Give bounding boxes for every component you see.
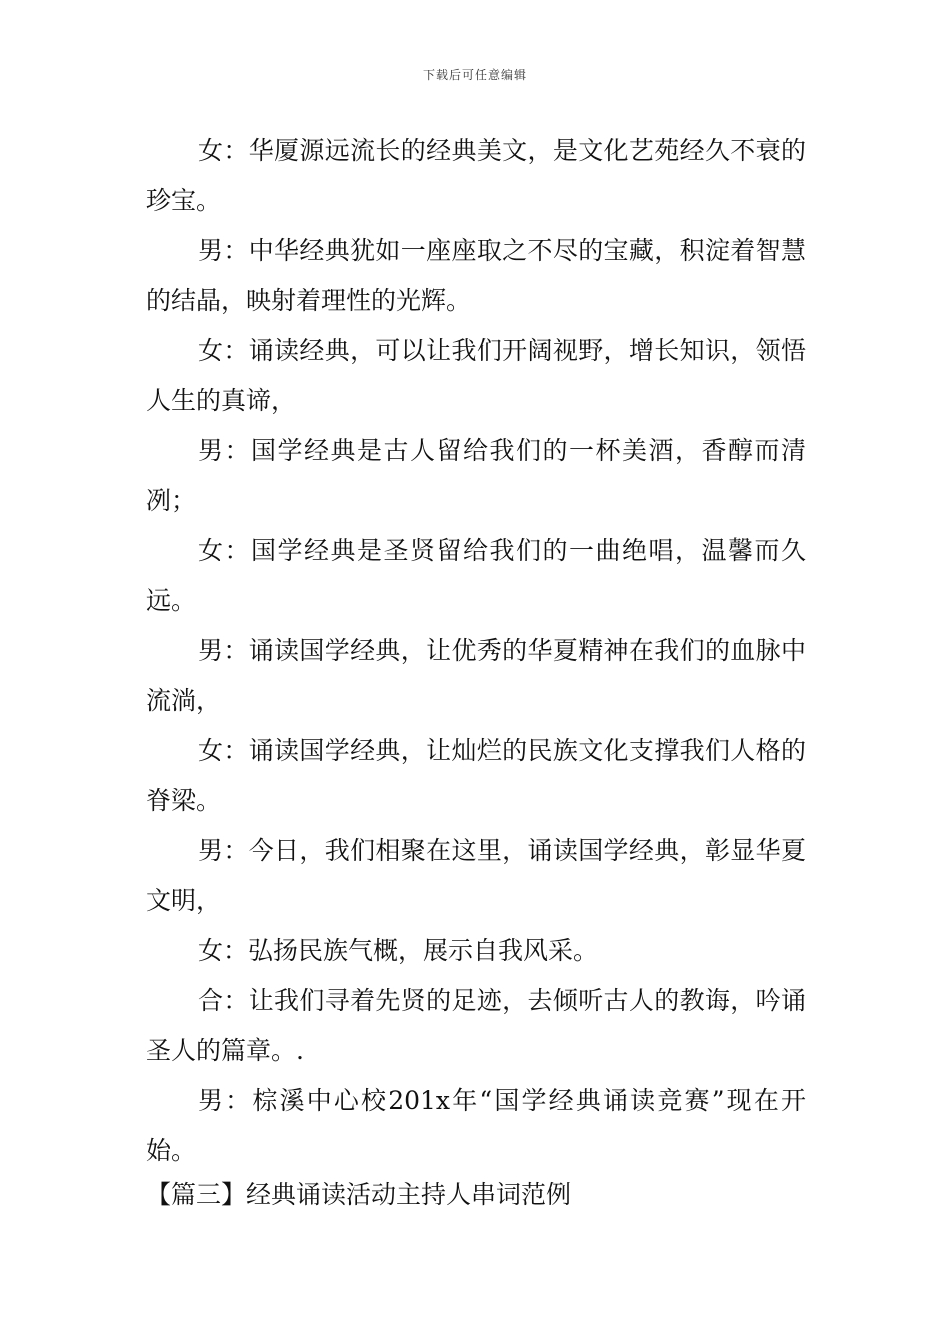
paragraph-5: 女：国学经典是圣贤留给我们的一曲绝唱，温馨而久远。 <box>146 536 806 615</box>
paragraph-8: 男：今日，我们相聚在这里，诵读国学经典，彰显华夏文明， <box>146 836 806 915</box>
paragraph-9: 女：弘扬民族气概，展示自我风采。 <box>198 936 599 965</box>
paragraph-11: 男：棕溪中心校201x年“国学经典诵读竞赛”现在开始。 <box>146 1086 806 1165</box>
document-body <box>146 126 806 1176</box>
paragraph-7: 女：诵读国学经典，让灿烂的民族文化支撑我们人格的脊梁。 <box>146 736 806 815</box>
paragraph-6: 男：诵读国学经典，让优秀的华夏精神在我们的血脉中流淌， <box>146 636 806 715</box>
paragraph-4: 男：国学经典是古人留给我们的一杯美酒，香醇而清冽； <box>146 436 806 515</box>
paragraph-3: 女：诵读经典，可以让我们开阔视野，增长知识，领悟人生的真谛， <box>146 336 806 415</box>
paragraph-1: 女：华厦源远流长的经典美文，是文化艺苑经久不衰的珍宝。 <box>146 136 806 215</box>
paragraph-10: 合：让我们寻着先贤的足迹，去倾听古人的教诲，吟诵圣人的篇章。. <box>146 986 806 1065</box>
section-title: 【篇三】经典诵读活动主持人串词范例 <box>146 1180 572 1209</box>
page-header-note: 下载后可任意编辑 <box>422 68 527 82</box>
paragraph-2: 男：中华经典犹如一座座取之不尽的宝藏，积淀着智慧的结晶，映射着理性的光辉。 <box>146 236 806 315</box>
